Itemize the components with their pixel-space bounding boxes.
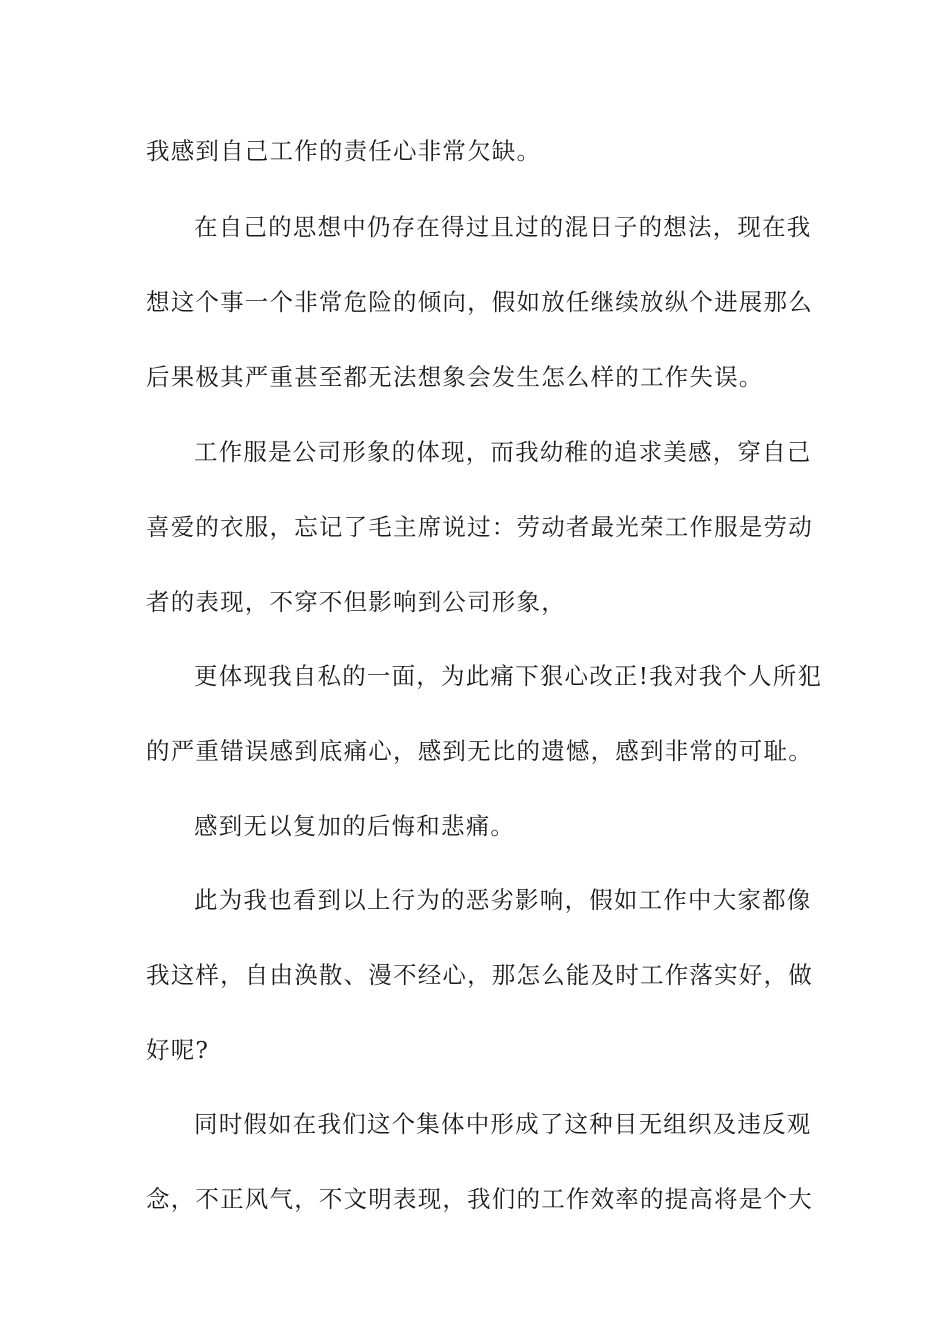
text-line-2: 在自己的思想中仍存在得过且过的混日子的想法，现在我 — [194, 213, 812, 241]
text-line-5: 工作服是公司形象的体现，而我幼稚的追求美感，穿自己 — [194, 438, 812, 466]
text-line-10: 感到无以复加的后悔和悲痛。 — [194, 812, 516, 840]
text-line-7: 者的表现，不穿不但影响到公司形象， — [146, 588, 566, 616]
text-line-9: 的严重错误感到底痛心，感到无比的遗憾，感到非常的可耻。 — [146, 737, 813, 765]
text-line-13: 好呢? — [146, 1036, 210, 1064]
text-line-6: 喜爱的衣服，忘记了毛主席说过：劳动者最光荣工作服是劳动 — [146, 513, 813, 541]
text-line-12: 我这样，自由涣散、漫不经心，那怎么能及时工作落实好，做 — [146, 961, 813, 989]
text-line-11: 此为我也看到以上行为的恶劣影响，假如工作中大家都像 — [194, 886, 812, 914]
text-line-8: 更体现我自私的一面，为此痛下狠心改正!我对我个人所犯 — [194, 662, 823, 690]
text-line-14: 同时假如在我们这个集体中形成了这种目无组织及违反观 — [194, 1110, 812, 1138]
text-line-4: 后果极其严重甚至都无法想象会发生怎么样的工作失误。 — [146, 363, 764, 391]
text-line-15: 念，不正风气，不文明表现，我们的工作效率的提高将是个大 — [146, 1185, 813, 1213]
text-line-1: 我感到自己工作的责任心非常欠缺。 — [146, 137, 542, 165]
text-line-3: 想这个事一个非常危险的倾向，假如放任继续放纵个进展那么 — [146, 288, 813, 316]
